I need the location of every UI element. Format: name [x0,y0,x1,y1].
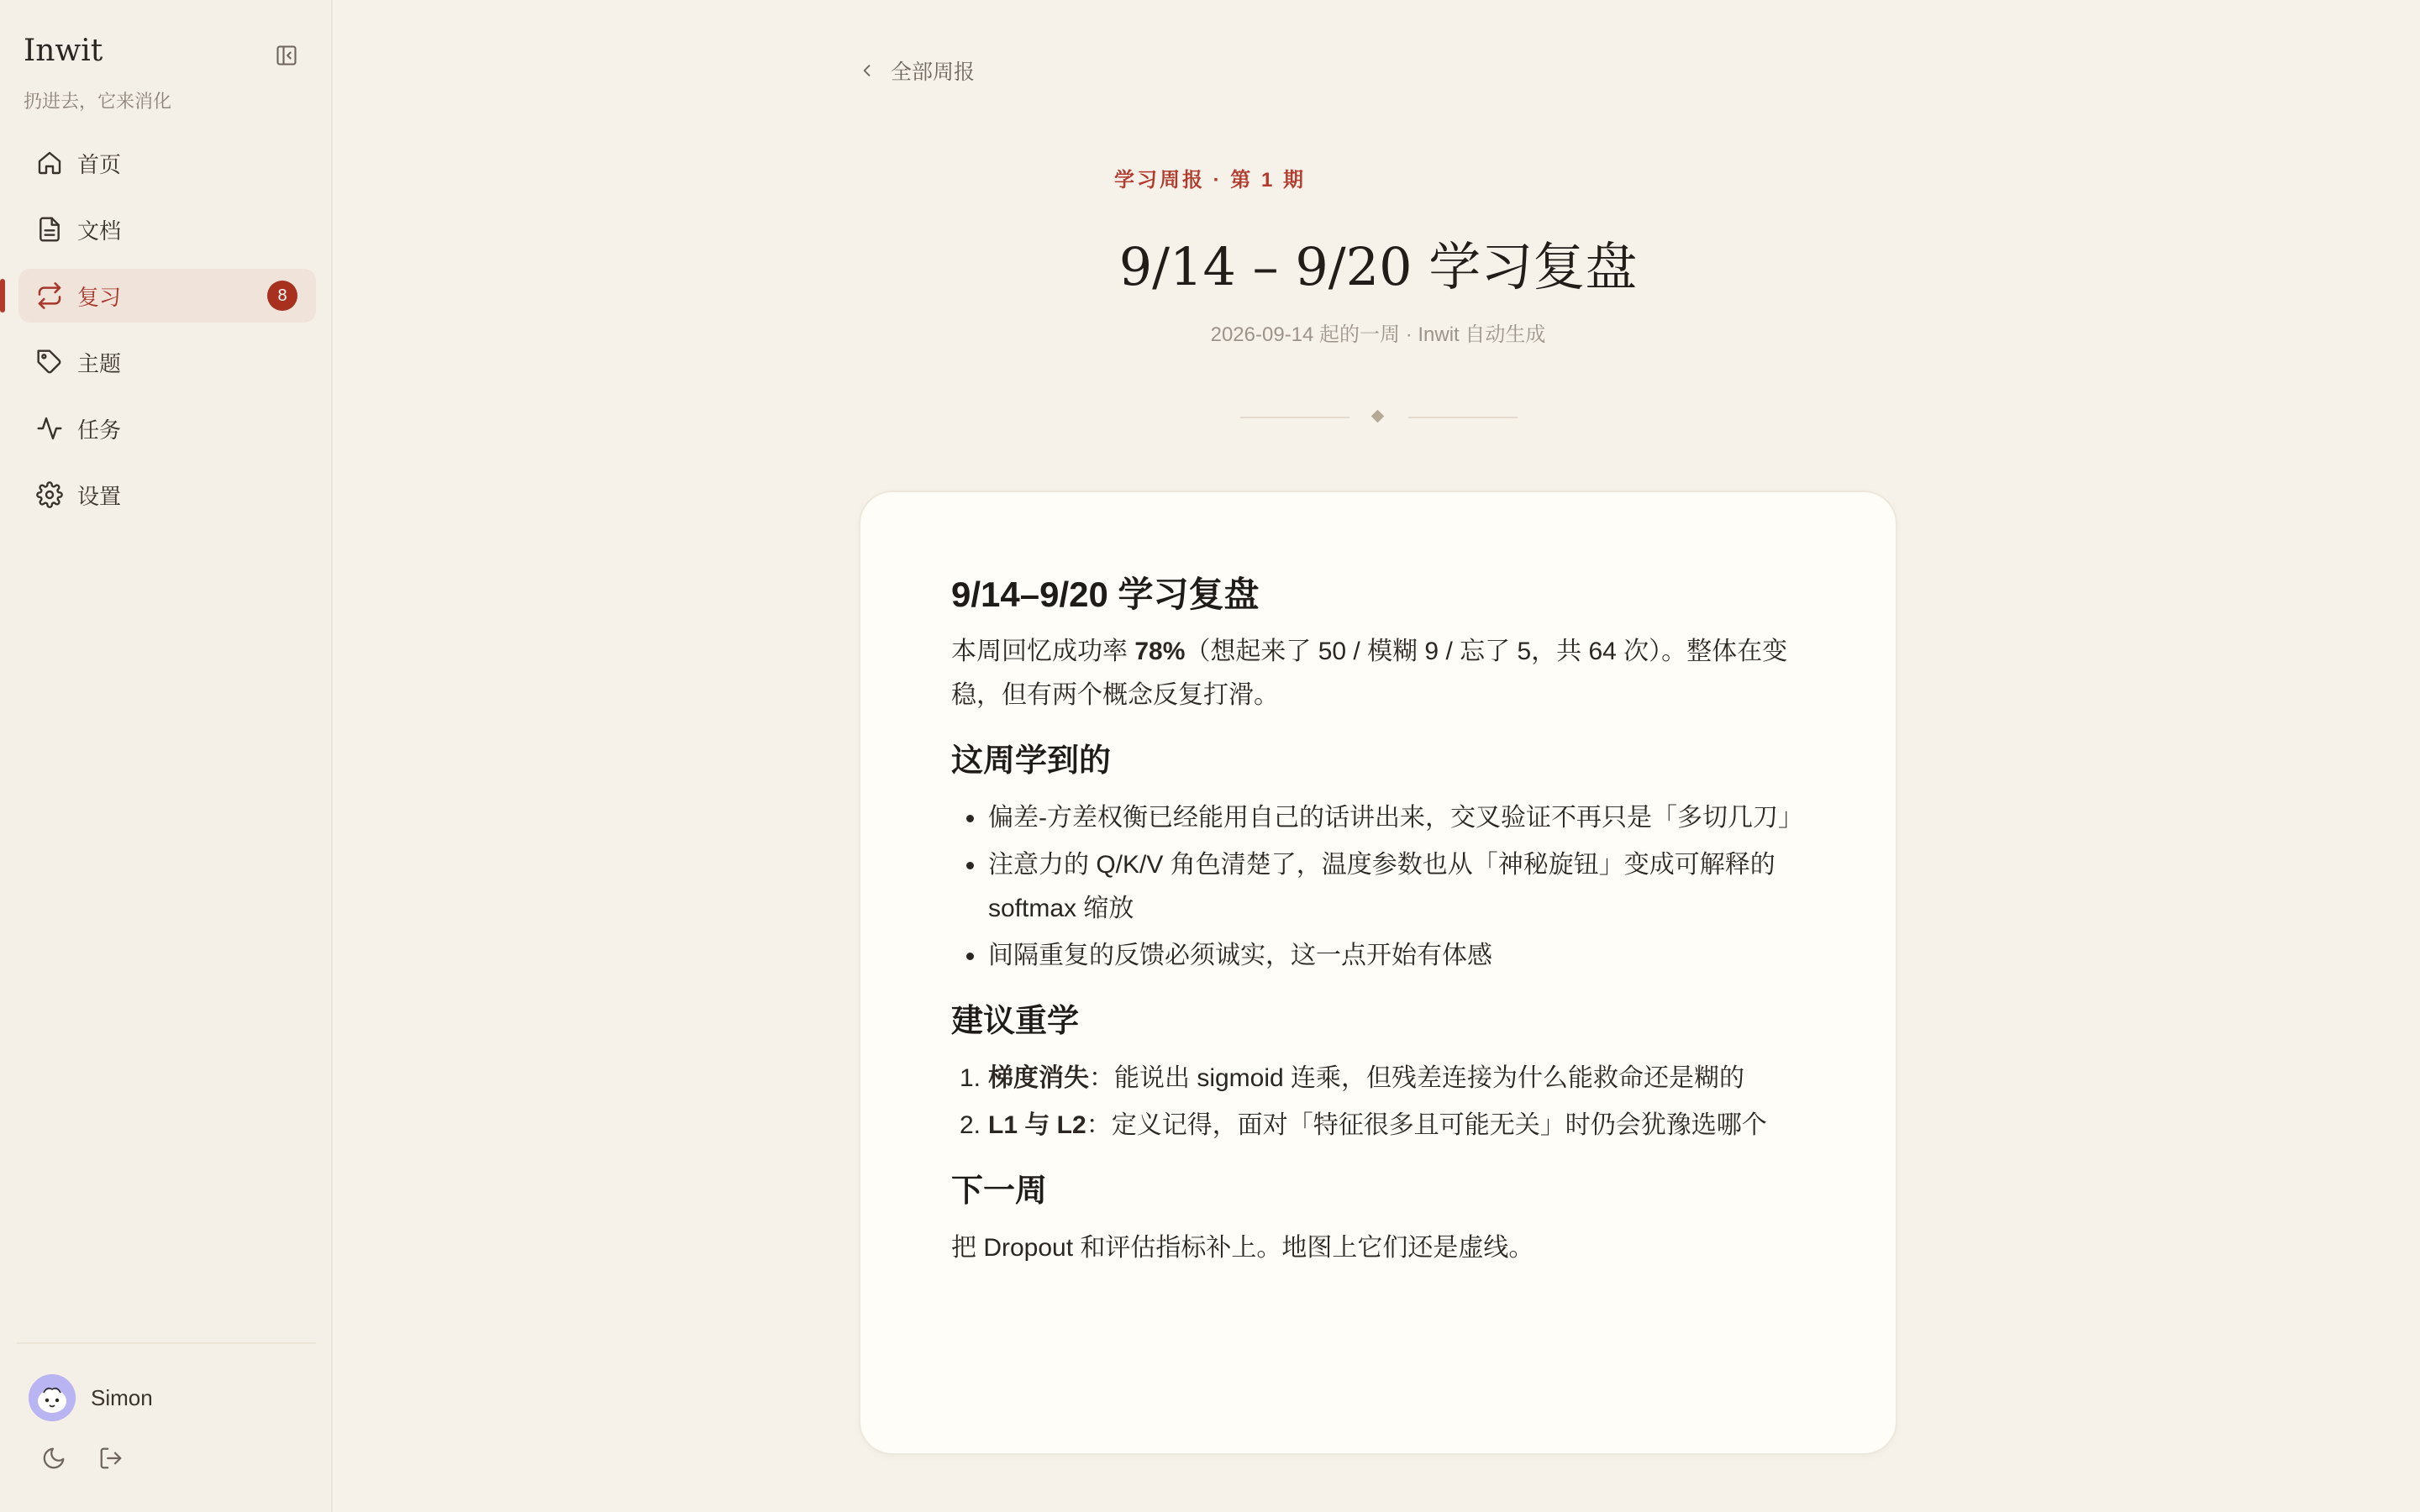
page-title: 9/14 – 9/20 学习复盘 [1118,236,1638,297]
sidebar-item-documents[interactable] [18,202,316,256]
list-item: 2. L1 与 L2：定义记得，面对「特征很多且可能无关」时仍会犹豫选哪个 [960,1111,1767,1139]
review-count-badge: 8 [267,281,297,311]
report-intro: 本周回忆成功率 78%（想起来了 50 / 模糊 9 / 忘了 5，共 64 次）。整体在变稳，但有两个概念反复打滑。 [951,638,1788,709]
learned-heading: 这周学到的 [951,743,1112,779]
sidebar-nav [18,136,316,534]
sidebar-item-label: 文档 [77,218,122,244]
logout-button[interactable] [94,1441,128,1475]
sidebar-collapse-button[interactable] [271,40,302,71]
gear-icon [35,480,64,509]
report-kicker: 学习周报 · 第 1 期 [1113,169,1306,192]
avatar [29,1374,76,1421]
ornament-divider [1240,407,1518,427]
repeat-icon [35,281,64,310]
activity-icon [35,414,64,443]
logout-icon [98,1446,124,1471]
theme-toggle-button[interactable] [37,1441,71,1475]
next-week-heading: 下一周 [951,1173,1048,1209]
relearn-heading: 建议重学 [951,1004,1080,1039]
sidebar-divider [17,1342,316,1344]
sidebar-toggle-icon [275,44,298,67]
relearn-list [951,1057,1812,1147]
sidebar [0,0,333,1512]
recall-rate: 78% [1134,638,1186,665]
sidebar-item-label: 主题 [77,350,122,376]
chevron-left-icon [859,62,876,79]
sidebar-footer-actions [37,1441,151,1475]
user-profile[interactable] [29,1374,153,1421]
user-name: Simon [91,1384,153,1410]
relearn-term: 梯度消失 [988,1064,1089,1092]
sidebar-item-review[interactable] [18,269,316,323]
document-icon [35,215,64,244]
relearn-term: L1 与 L2 [988,1111,1086,1139]
report-card [859,491,1897,1455]
report-heading: 9/14–9/20 学习复盘 [951,575,1260,614]
sidebar-item-settings[interactable] [18,468,316,522]
back-link[interactable] [859,55,975,86]
sidebar-item-label: 设置 [77,483,122,509]
sidebar-item-topics[interactable] [18,335,316,389]
app-logo[interactable]: Inwit [24,34,103,68]
list-item: 偏差-方差权衡已经能用自己的话讲出来，交叉验证不再只是「多切几刀」 [951,796,1812,840]
sidebar-item-label: 首页 [77,151,122,177]
moon-icon [41,1446,66,1471]
list-item: 间隔重复的反馈必须诚实，这一点开始有体感 [951,934,1812,978]
tag-icon [35,348,64,376]
list-item: 注意力的 Q/K/V 角色清楚了，温度参数也从「神秘旋钮」变成可解释的 softmax 缩放 [951,843,1812,931]
app-tagline: 扔进去，它来消化 [24,91,172,112]
learned-list [951,796,1812,978]
report-meta: 2026-09-14 起的一周 · Inwit 自动生成 [1210,323,1546,346]
sidebar-item-label: 任务 [77,417,122,443]
sidebar-item-tasks[interactable] [18,402,316,455]
back-link-label: 全部周报 [891,60,976,84]
diamond-icon [1371,410,1385,423]
sidebar-item-label: 复习 [77,284,122,310]
list-item: 1. 梯度消失：能说出 sigmoid 连乘，但残差连接为什么能救命还是糊的 [960,1064,1745,1092]
next-week-text: 把 Dropout 和评估指标补上。地图上它们还是虚线。 [951,1234,1534,1262]
